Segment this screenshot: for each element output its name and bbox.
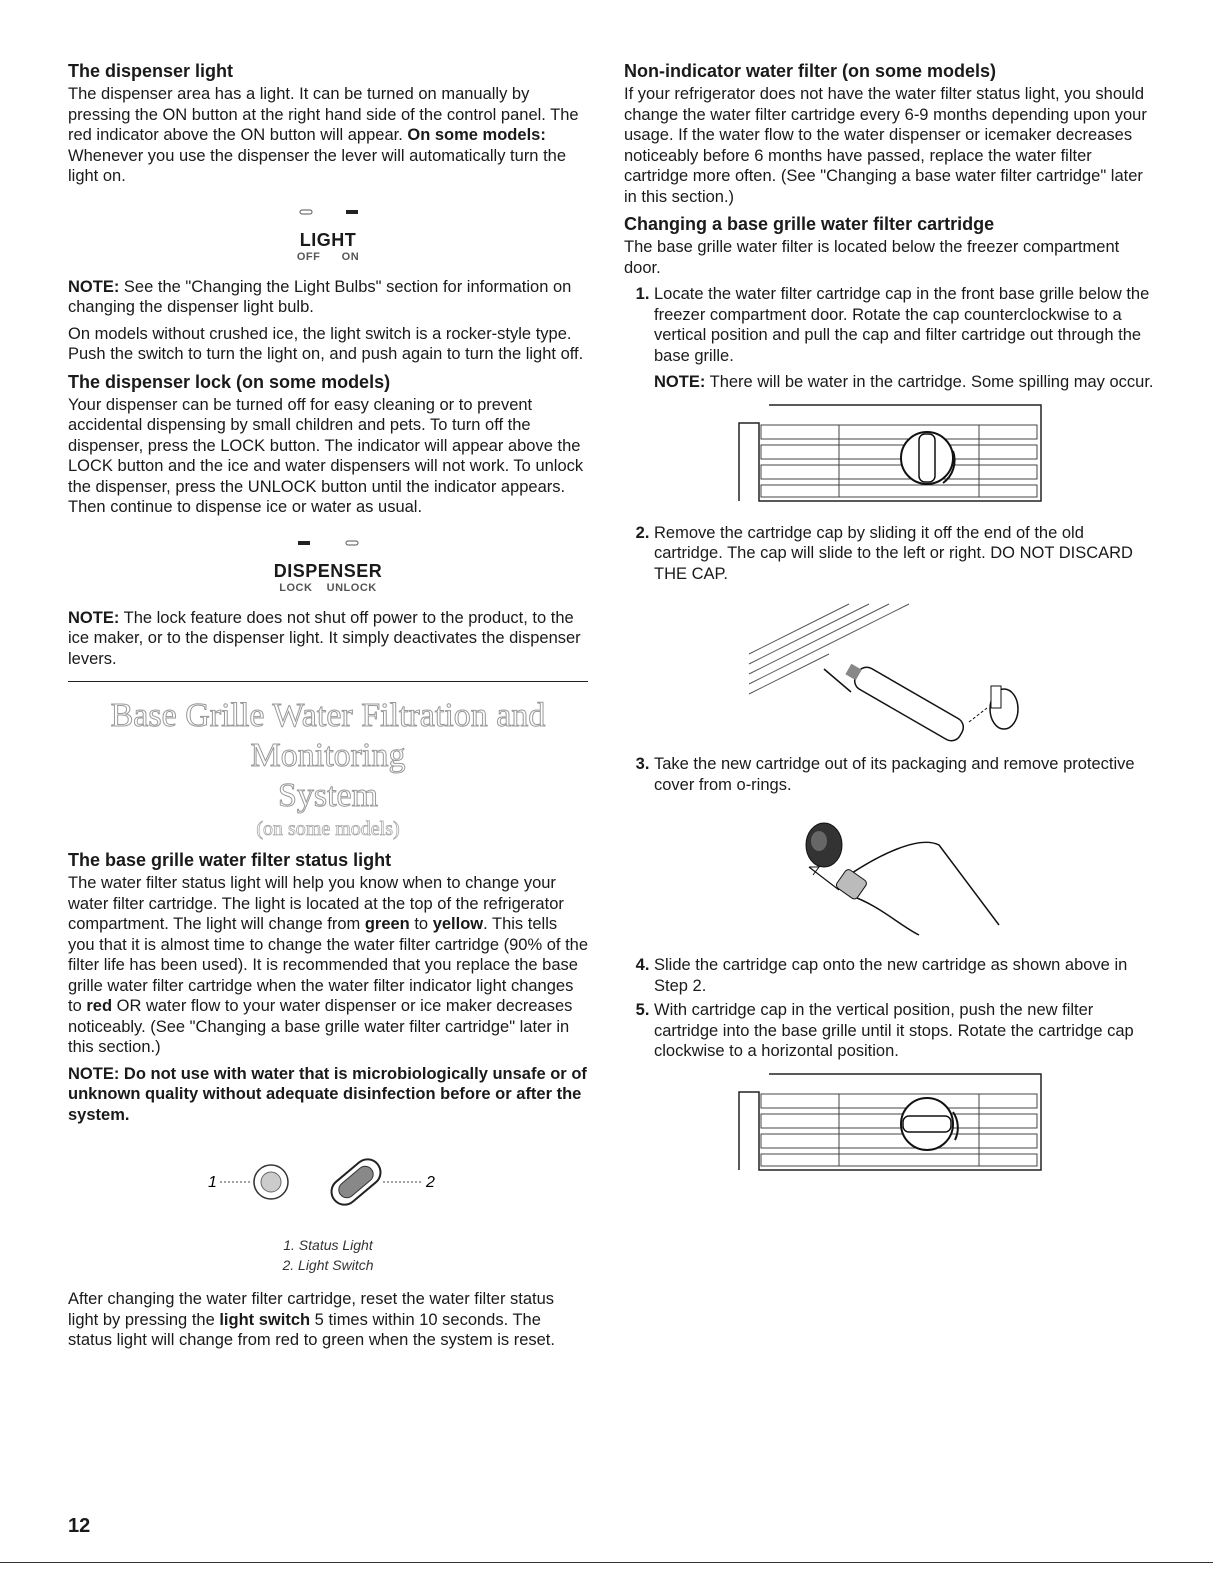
steps-list-part4: [624, 955, 1154, 1062]
status-light-heading: The base grille water filter status light: [68, 850, 392, 870]
remove-cap-figure: [729, 594, 1049, 744]
steps-list-part1: [624, 284, 1154, 393]
step-5: 5. With cartridge cap in the vertical position, push the new filter cartridge into the base grille until it stops. Rotate the cartridge cap clockwise to a horizontal position.: [654, 1000, 1154, 1062]
changing-cartridge-heading: Changing a base grille water filter cartridge: [624, 214, 995, 234]
step-2: 2. Remove the cartridge cap by sliding it off the end of the old cartridge. The cap will slide to the left or right. DO NOT DISCARD THE CAP.: [654, 523, 1154, 585]
callout-1: 1: [208, 1174, 217, 1191]
dispenser-lock-heading: The dispenser lock (on some models): [68, 371, 391, 392]
unlock-button-label: UNLOCK: [326, 581, 377, 594]
lock-button-label: LOCK: [279, 581, 313, 594]
status-light-figure: [178, 1135, 478, 1225]
remove-protective-cover-figure: [729, 805, 1049, 945]
dispenser-panel-title: DISPENSER: [273, 560, 383, 581]
section-title-line2: System: [277, 777, 379, 814]
rocker-switch-paragraph: On models without crushed ice, the light switch is a rocker-style type. Push the switch to turn the light on, and push again to turn the light off.: [68, 324, 584, 363]
caption-light-switch: 2. Light Switch: [282, 1257, 374, 1273]
lock-feature-note: NOTE: The lock feature does not shut off power to the product, to the ice maker, or to the dispenser light. It simply deactivates the dispenser levers.: [68, 608, 581, 668]
non-indicator-paragraph: If your refrigerator does not have the water filter status light, you should change the water filter cartridge every 6-9 months depending upon your usage. If the water flow to the water dispenser or icemaker decreases noticeably before 6 months have passed, replace the water filter cartridge more often. (See "Changing a base water filter cartridge" later in this section.): [624, 85, 1147, 206]
non-indicator-heading: Non-indicator water filter (on some models): [624, 61, 997, 81]
on-button-label: ON: [341, 250, 360, 263]
section-subtitle: (on some models): [256, 818, 400, 840]
dispenser-panel-buttons: [68, 582, 588, 594]
callout-2: 2: [426, 1174, 435, 1191]
light-panel-title: LIGHT: [299, 229, 357, 250]
step-3: 3. Take the new cartridge out of its packaging and remove protective cover from o-rings.: [654, 754, 1154, 795]
dispenser-indicator-icons: [268, 532, 388, 554]
dispenser-lock-paragraph: Your dispenser can be turned off for easy cleaning or to prevent accidental dispensing by small children and pets. To turn off the dispenser, press the LOCK button. The indicator will appear above the LOCK button and the ice and water dispensers will not work. To unlock the dispenser, press the UNLOCK button until the indicator appears. Then continue to dispense ice or water as usual.: [68, 395, 584, 516]
reset-paragraph: After changing the water filter cartridge, reset the water filter status light by pressing the light switch 5 times within 10 seconds. The status light will change from red to green when the system is reset.: [68, 1290, 555, 1349]
dispenser-light-paragraph: The dispenser area has a light. It can be turned on manually by pressing the ON button at the right hand side of the control panel. The red indicator above the ON button will appear. On some models: Whenever you use the dispenser the lever will automatically turn the light on.: [68, 85, 579, 185]
water-safety-warning: NOTE: Do not use with water that is microbiologically unsafe or of unknown quality without adequate disinfection before or after the system.: [68, 1064, 587, 1124]
steps-list-part2: [624, 523, 1154, 585]
step-1: 1. Locate the water filter cartridge cap in the front base grille below the freezer compartment door. Rotate the cap counterclockwise to a vertical position and pull the cap and filter cartridge out through the base grille. NOTE: There will be water in the cartridge. Some spilling may occur.: [654, 284, 1154, 393]
left-column: [68, 60, 588, 1357]
caption-status-light: 1. Status Light: [283, 1237, 373, 1253]
steps-list-part3: [624, 754, 1154, 795]
light-panel-buttons: [68, 251, 588, 263]
footer-rule: [0, 1562, 1213, 1563]
right-column: [624, 60, 1154, 1192]
light-indicator-icons: [268, 201, 388, 223]
page-number: 12: [68, 1515, 91, 1537]
section-divider: [68, 681, 588, 682]
base-grille-cap-vertical-figure: [729, 403, 1049, 513]
dispenser-light-heading: The dispenser light: [68, 61, 234, 81]
status-light-paragraph: The water filter status light will help you know when to change your water filter cartridge. The light is located at the top of the refrigerator compartment. The light will change from green to yellow. This tells you that it is almost time to change the water filter cartridge (90% of the filter life has been used). It is recommended that you replace the base grille water filter cartridge when the water filter indicator light changes to red OR water flow to your water dispenser or ice maker decreases noticeably. (See "Changing a base grille water filter cartridge" later in this section.): [68, 874, 588, 1056]
dispenser-control-panel-figure: [68, 532, 588, 594]
light-control-panel-figure: [68, 201, 588, 263]
step-4: 4. Slide the cartridge cap onto the new cartridge as shown above in Step 2.: [654, 955, 1154, 996]
light-switch-icon: [326, 1154, 386, 1210]
base-grille-cap-horizontal-figure: [729, 1072, 1049, 1182]
off-button-label: OFF: [296, 250, 321, 263]
changing-intro: The base grille water filter is located below the freezer compartment door.: [624, 238, 1120, 277]
section-title-line1: Base Grille Water Filtration and Monitoring: [110, 697, 546, 774]
light-bulb-note: NOTE: See the "Changing the Light Bulbs" section for information on changing the dispenser light bulb.: [68, 277, 572, 316]
step-1-note: NOTE: There will be water in the cartridge. Some spilling may occur.: [654, 373, 1154, 391]
